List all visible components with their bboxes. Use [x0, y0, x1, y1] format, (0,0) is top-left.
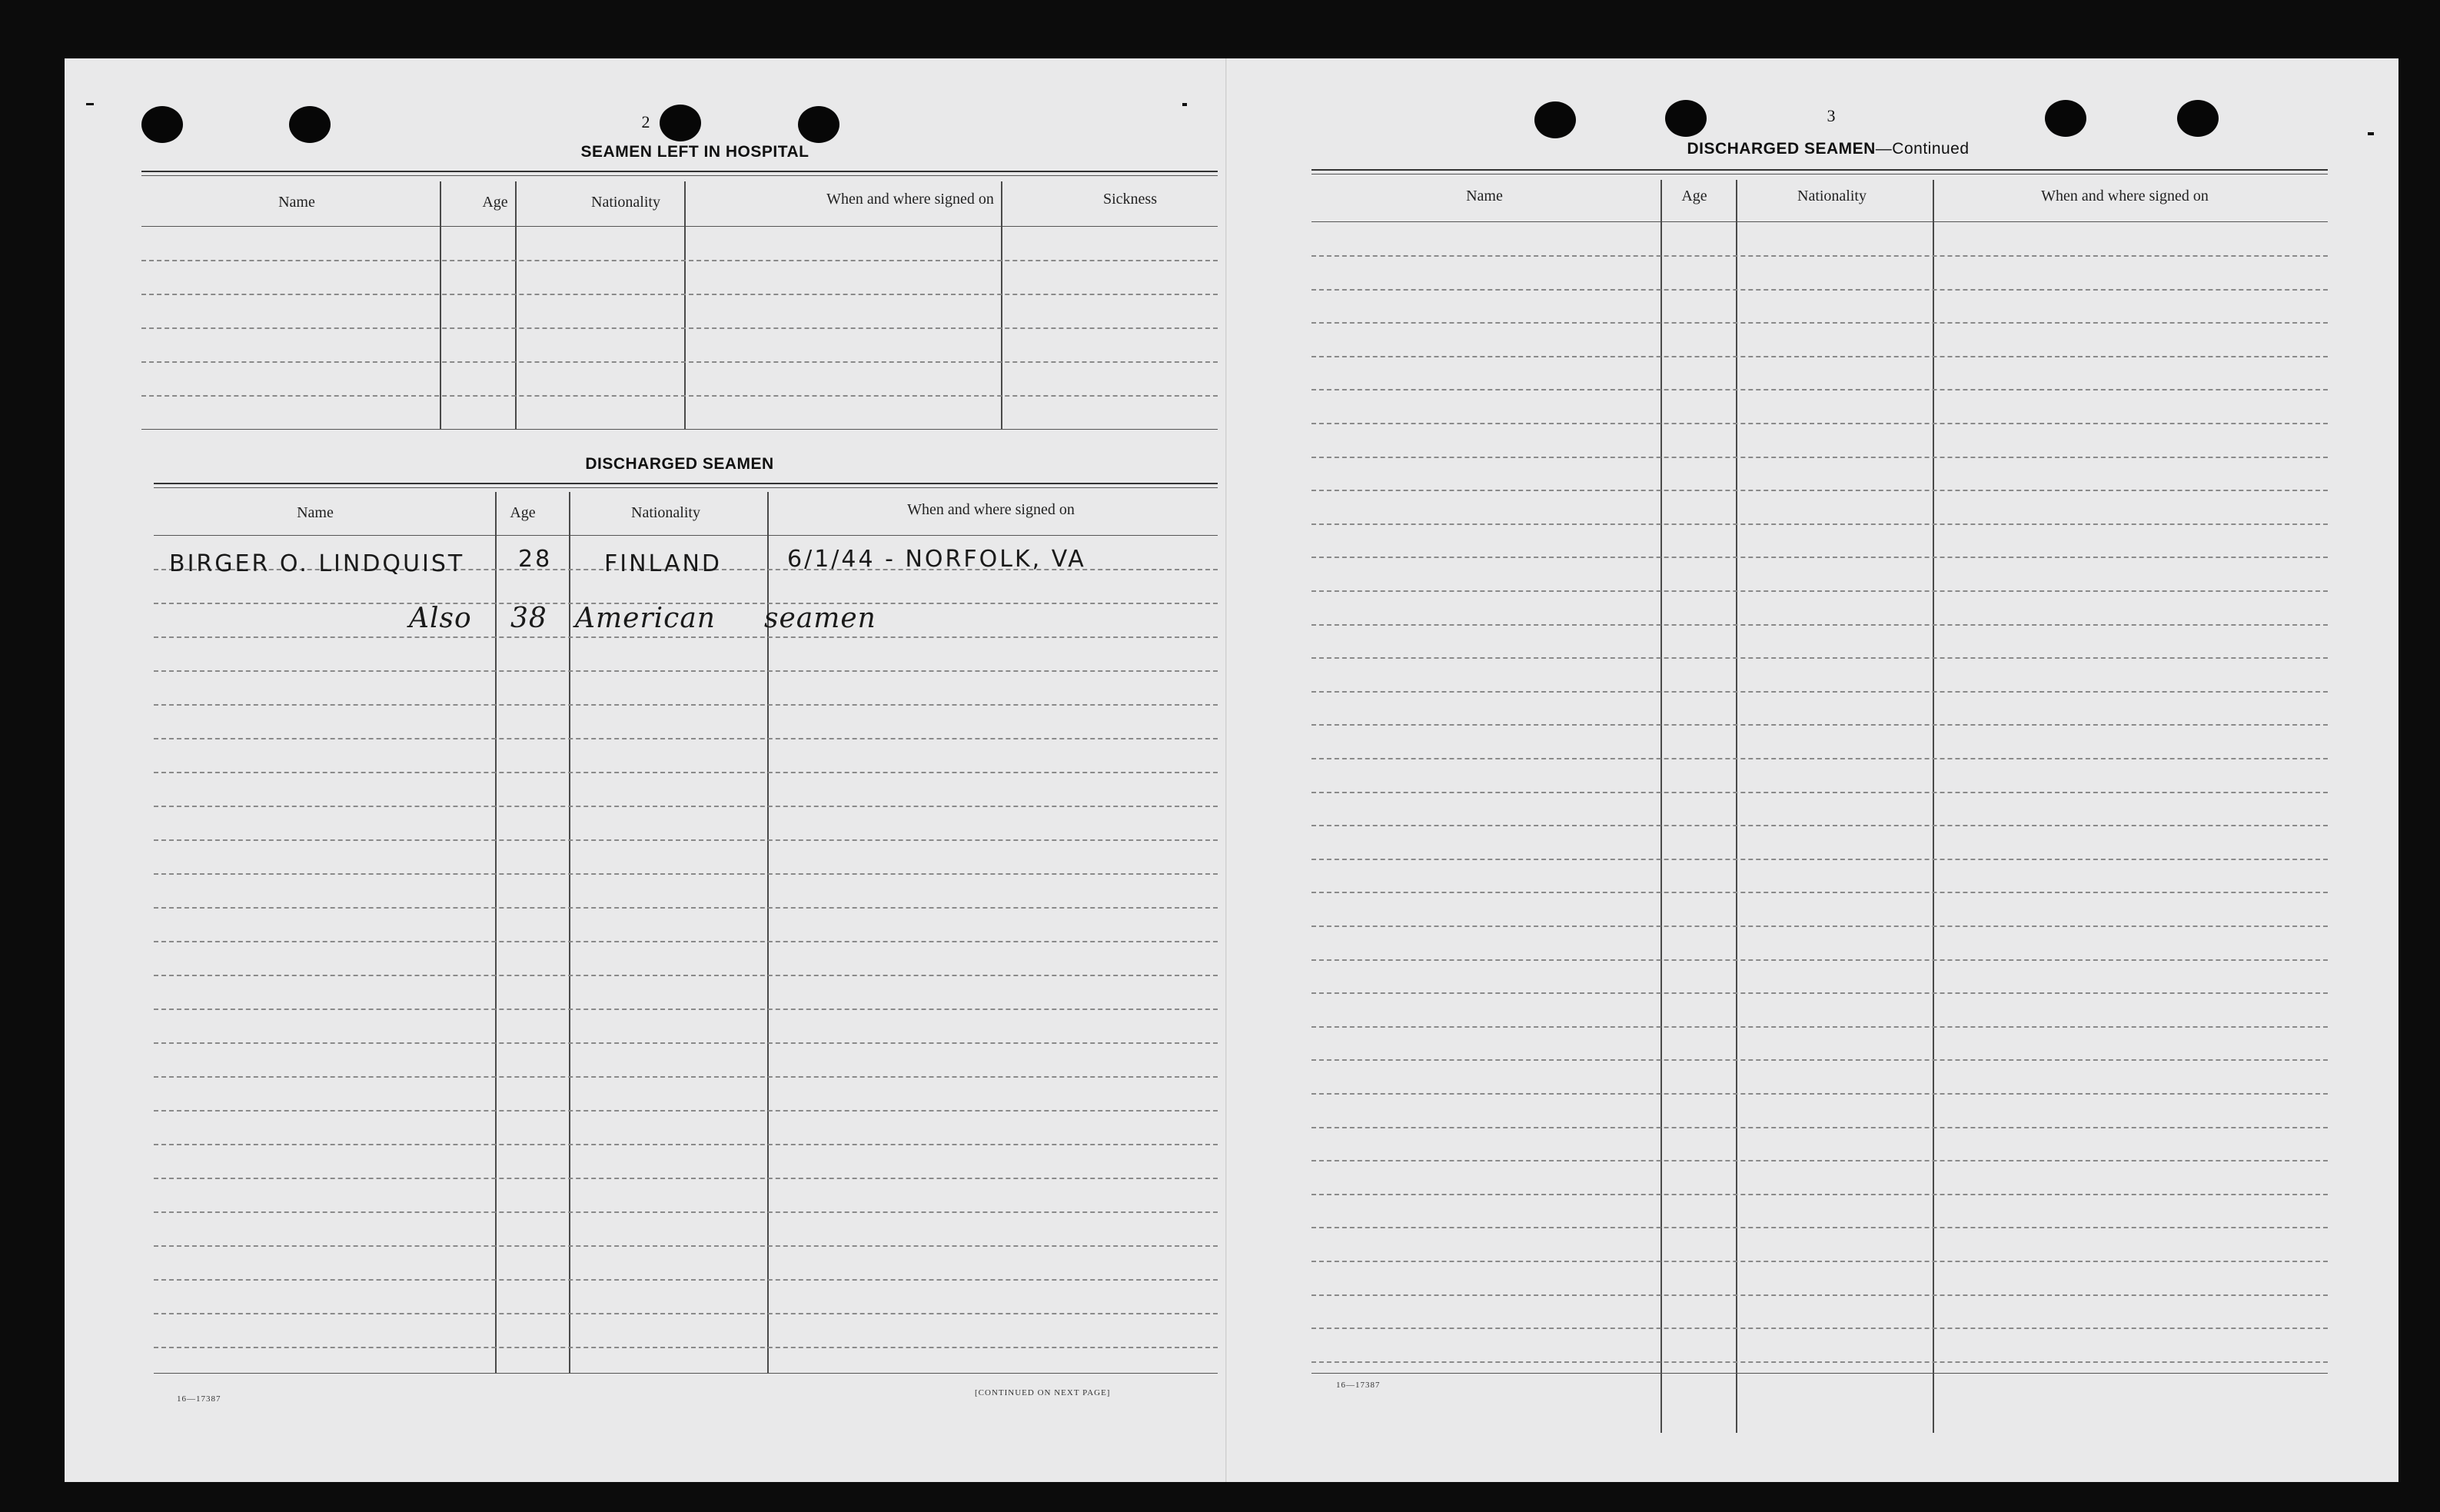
- table-top-rule: [1311, 169, 2328, 171]
- ruled-line: [1311, 1294, 2328, 1296]
- ruled-line: [141, 294, 1218, 295]
- ruled-line: [1311, 724, 2328, 726]
- ruled-line: [141, 260, 1218, 261]
- ruled-line: [1311, 758, 2328, 759]
- ruled-line: [154, 873, 1218, 875]
- column-header-sickness: Sickness: [1103, 191, 1157, 208]
- table-top-rule: [154, 483, 1218, 484]
- scan-speck: [86, 103, 94, 105]
- column-header-signed-on: When and where signed on: [826, 191, 994, 208]
- form-number: 16—17387: [1336, 1381, 1381, 1390]
- column-header-age: Age: [482, 194, 508, 211]
- table-top-rule: [154, 487, 1218, 488]
- table-bottom-rule: [141, 429, 1218, 430]
- ruled-line: [154, 1076, 1218, 1078]
- ruled-line: [1311, 992, 2328, 994]
- ruled-line: [1311, 322, 2328, 324]
- column-header-name: Name: [1466, 188, 1503, 204]
- left-page: [65, 58, 1227, 1482]
- column-divider: [515, 181, 517, 429]
- punch-hole: [1534, 101, 1576, 138]
- ruled-line: [1311, 1160, 2328, 1161]
- column-divider: [684, 181, 686, 429]
- punch-hole: [2045, 100, 2086, 137]
- ruled-line: [141, 395, 1218, 397]
- column-header-age: Age: [1681, 188, 1707, 204]
- ruled-line: [1311, 825, 2328, 826]
- ruled-line: [141, 361, 1218, 363]
- column-divider: [1001, 181, 1002, 429]
- ruled-line: [1311, 523, 2328, 525]
- ruled-line: [1311, 289, 2328, 291]
- column-header-nationality: Nationality: [591, 194, 660, 211]
- ruled-line: [154, 1211, 1218, 1213]
- column-header-age: Age: [510, 504, 536, 521]
- ruled-line: [154, 1245, 1218, 1247]
- punch-hole: [2177, 100, 2219, 137]
- cell-nationality: American: [575, 603, 716, 634]
- ruled-line: [154, 1279, 1218, 1281]
- ruled-line: [154, 636, 1218, 638]
- column-divider: [495, 492, 497, 1373]
- ruled-line: [1311, 1093, 2328, 1095]
- cell-signed-on: seamen: [764, 603, 876, 634]
- discharged-section-title: DISCHARGED SEAMEN: [585, 455, 774, 473]
- table-top-rule: [141, 175, 1218, 176]
- punch-hole: [289, 106, 331, 143]
- column-divider: [440, 181, 441, 429]
- cell-age: 38: [510, 603, 547, 634]
- column-header-name: Name: [278, 194, 315, 211]
- column-divider: [1736, 180, 1737, 1433]
- ruled-line: [154, 1313, 1218, 1314]
- ruled-line: [154, 772, 1218, 773]
- ruled-line: [1311, 557, 2328, 558]
- punch-hole: [1665, 100, 1707, 137]
- ruled-line: [154, 1042, 1218, 1044]
- right-page: [1228, 58, 2398, 1482]
- ruled-line: [1311, 792, 2328, 793]
- table-bottom-rule: [154, 1373, 1218, 1374]
- page-title: [1597, 140, 2059, 158]
- hospital-section-title: SEAMEN LEFT IN HOSPITAL: [580, 143, 809, 161]
- table-bottom-rule: [1311, 1373, 2328, 1374]
- ruled-line: [1311, 1227, 2328, 1228]
- form-number: 16—17387: [177, 1394, 221, 1404]
- ruled-line: [1311, 892, 2328, 893]
- ruled-line: [154, 1110, 1218, 1112]
- ruled-line: [1311, 657, 2328, 659]
- ruled-line: [154, 1178, 1218, 1179]
- cell-name: BIRGER O. LINDQUIST: [169, 550, 465, 577]
- column-header-nationality: Nationality: [1797, 188, 1867, 204]
- column-divider: [569, 492, 570, 1373]
- ruled-line: [1311, 356, 2328, 357]
- column-header-name: Name: [297, 504, 334, 521]
- cell-signed-on: 6/1/44 - NORFOLK, VA: [787, 546, 1086, 573]
- ruled-line: [154, 704, 1218, 706]
- punch-hole: [798, 106, 839, 143]
- ruled-line: [154, 738, 1218, 739]
- ruled-line: [1311, 959, 2328, 961]
- ruled-line: [1311, 925, 2328, 927]
- ruled-line: [154, 839, 1218, 841]
- ruled-line: [1311, 1026, 2328, 1028]
- ruled-line: [1311, 624, 2328, 626]
- header-bottom-rule: [1311, 221, 2328, 222]
- ruled-line: [1311, 1328, 2328, 1329]
- ruled-line: [141, 327, 1218, 329]
- table-top-rule: [141, 171, 1218, 172]
- continued-note: [CONTINUED ON NEXT PAGE]: [975, 1388, 1111, 1397]
- column-header-signed-on: When and where signed on: [2041, 188, 2209, 204]
- page-number: 2: [641, 112, 650, 131]
- ruled-line: [154, 1144, 1218, 1145]
- ruled-line: [154, 907, 1218, 909]
- ruled-line: [154, 806, 1218, 807]
- header-bottom-rule: [154, 535, 1218, 536]
- ruled-line: [1311, 1127, 2328, 1128]
- scan-speck: [1182, 103, 1187, 106]
- ruled-line: [1311, 255, 2328, 257]
- header-bottom-rule: [141, 226, 1218, 227]
- cell-age: 28: [518, 546, 553, 573]
- ruled-line: [154, 1009, 1218, 1010]
- ruled-line: [1311, 590, 2328, 592]
- ruled-line: [1311, 389, 2328, 390]
- ruled-line: [1311, 1059, 2328, 1061]
- ruled-line: [154, 670, 1218, 672]
- ruled-line: [154, 975, 1218, 976]
- ruled-line: [1311, 691, 2328, 693]
- cell-nationality: FINLAND: [604, 550, 723, 577]
- column-header-nationality: Nationality: [631, 504, 700, 521]
- cell-name: Also: [409, 603, 472, 634]
- column-divider: [1660, 180, 1662, 1433]
- page-title-main: DISCHARGED SEAMEN: [1687, 140, 1876, 158]
- column-header-signed-on: When and where signed on: [907, 501, 1075, 518]
- page-title-suffix: —Continued: [1875, 140, 1970, 158]
- ruled-line: [1311, 859, 2328, 860]
- scan-speck: [2368, 132, 2374, 135]
- ruled-line: [154, 941, 1218, 942]
- ruled-line: [1311, 490, 2328, 491]
- ruled-line: [1311, 457, 2328, 458]
- punch-hole: [141, 106, 183, 143]
- ruled-line: [1311, 1194, 2328, 1195]
- ruled-line: [1311, 423, 2328, 424]
- ruled-line: [1311, 1261, 2328, 1262]
- ruled-line: [154, 1347, 1218, 1348]
- ruled-line: [1311, 1361, 2328, 1363]
- page-number: 3: [1827, 106, 1836, 125]
- column-divider: [1933, 180, 1934, 1433]
